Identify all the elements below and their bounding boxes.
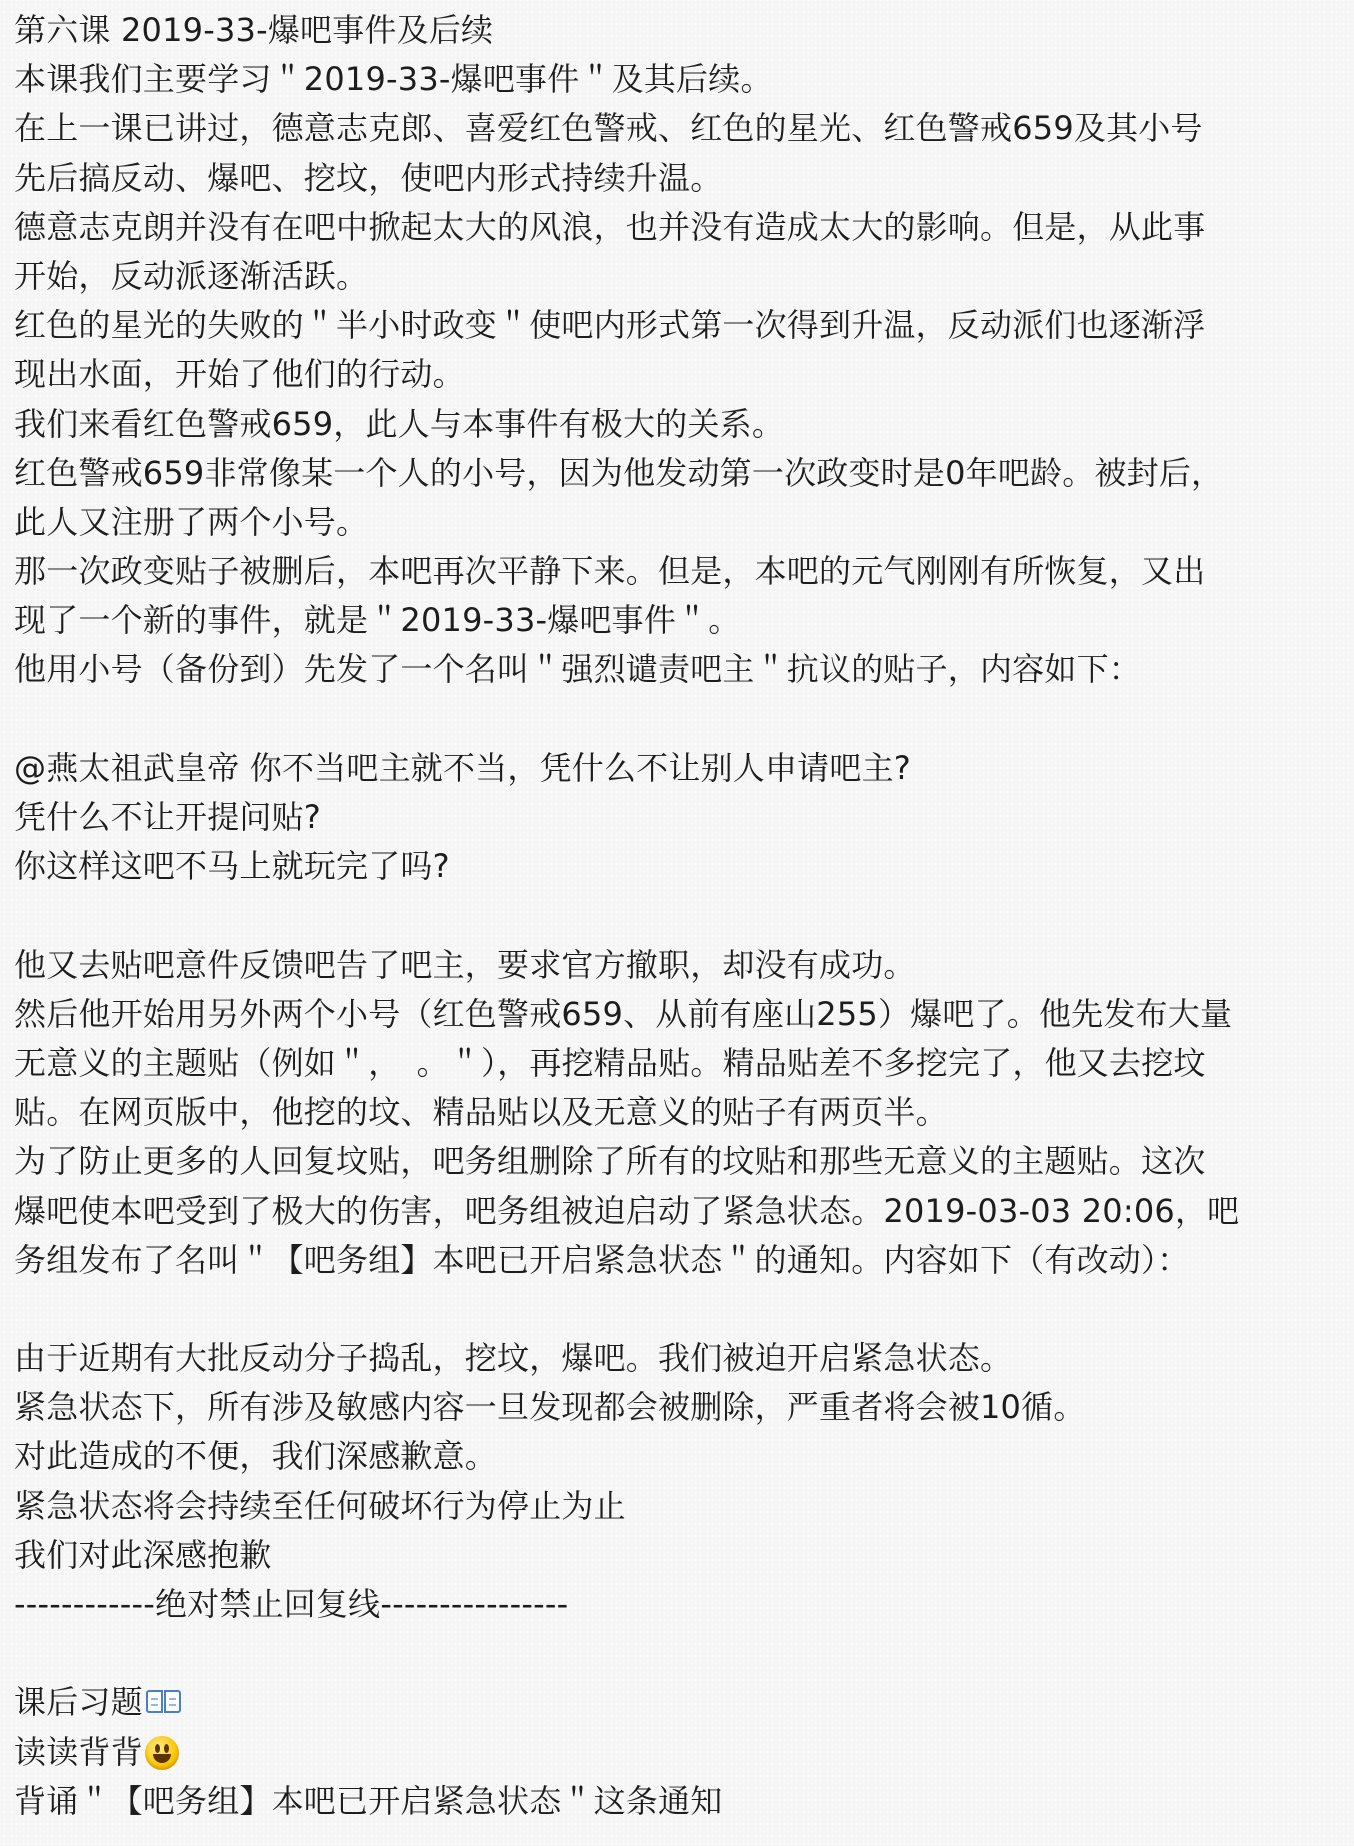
text-line: 务组发布了名叫＂【吧务组】本吧已开启紧急状态＂的通知。内容如下（有改动）： — [14, 1240, 1190, 1279]
text-line: 无意义的主题贴（例如＂， 。＂），再挖精品贴。精品贴差不多挖完了，他又去挖坟 — [14, 1043, 1206, 1082]
note-body — [14, 6, 1340, 1826]
text-line: 然后他开始用另外两个小号（红色警戒659、从前有座山255）爆吧了。他先发布大量 — [14, 994, 1233, 1033]
blank-line — [14, 695, 1340, 744]
recite-line: 背诵＂【吧务组】本吧已开启紧急状态＂这条通知 — [14, 1781, 723, 1820]
note-lines — [14, 6, 1340, 1678]
text-line: 红色的星光的失败的＂半小时政变＂使吧内形式第一次得到升温，反动派们也逐渐浮 — [14, 306, 1206, 345]
text-line: 现出水面，开始了他们的行动。 — [14, 355, 465, 394]
blank-line — [14, 1629, 1340, 1678]
read-line — [14, 1728, 1340, 1777]
text-line: 为了防止更多的人回复坟贴，吧务组删除了所有的坟贴和那些无意义的主题贴。这次 — [14, 1142, 1206, 1181]
text-line: 开始，反动派逐渐活跃。 — [14, 256, 369, 295]
text-line: 由于近期有大批反动分子捣乱，挖坟，爆吧。我们被迫开启紧急状态。 — [14, 1339, 1013, 1378]
text-line: 你这样这吧不马上就玩完了吗? — [14, 847, 450, 886]
text-line: 他用小号（备份到）先发了一个名叫＂强烈谴责吧主＂抗议的贴子，内容如下： — [14, 650, 1142, 689]
text-line: 先后搞反动、爆吧、挖坟，使吧内形式持续升温。 — [14, 158, 723, 197]
text-line: 他又去贴吧意件反馈吧告了吧主，要求官方撤职，却没有成功。 — [14, 945, 916, 984]
open-book-icon — [145, 1688, 183, 1716]
text-line: 我们来看红色警戒659，此人与本事件有极大的关系。 — [14, 404, 785, 443]
blank-line — [14, 1285, 1340, 1334]
text-line: 我们对此深感抱歉 — [14, 1535, 272, 1574]
text-line: 红色警戒659非常像某一个人的小号，因为他发动第一次政变时是0年吧龄。被封后， — [14, 453, 1224, 492]
text-line: 那一次政变贴子被删后，本吧再次平静下来。但是，本吧的元气刚刚有所恢复，又出 — [14, 552, 1206, 591]
text-line: 对此造成的不便，我们深感歉意。 — [14, 1437, 498, 1476]
text-line: 德意志克朗并没有在吧中掀起太大的风浪，也并没有造成太大的影响。但是，从此事 — [14, 207, 1206, 246]
text-line: 紧急状态将会持续至任何破坏行为停止为止 — [14, 1486, 626, 1525]
text-line: 第六课 2019-33-爆吧事件及后续 — [14, 11, 494, 49]
text-line: 贴。在网页版中，他挖的坟、精品贴以及无意义的贴子有两页半。 — [14, 1093, 948, 1132]
text-line: 本课我们主要学习＂2019-33-爆吧事件＂及其后续。 — [14, 60, 773, 99]
text-line: 凭什么不让开提问贴? — [14, 798, 321, 836]
text-line: 在上一课已讲过，德意志克郎、喜爱红色警戒、红色的星光、红色警戒659及其小号 — [14, 109, 1203, 148]
homework-title-line — [14, 1678, 1340, 1727]
text-line: ------------绝对禁止回复线---------------- — [14, 1585, 569, 1623]
blank-line — [14, 891, 1340, 940]
text-line: 此人又注册了两个小号。 — [14, 502, 369, 541]
homework-title: 课后习题 — [14, 1683, 143, 1722]
read-line-text: 读读背背 — [14, 1732, 143, 1771]
text-line: 现了一个新的事件，就是＂2019-33-爆吧事件＂。 — [14, 601, 741, 640]
text-line: @燕太祖武皇帝 你不当吧主就不当，凭什么不让别人申请吧主? — [14, 748, 911, 787]
text-line: 爆吧使本吧受到了极大的伤害，吧务组被迫启动了紧急状态。2019-03-03 20:06，吧 — [14, 1191, 1240, 1230]
grinning-face-icon — [145, 1736, 179, 1770]
text-line: 紧急状态下，所有涉及敏感内容一旦发现都会被删除，严重者将会被10循。 — [14, 1388, 1086, 1427]
